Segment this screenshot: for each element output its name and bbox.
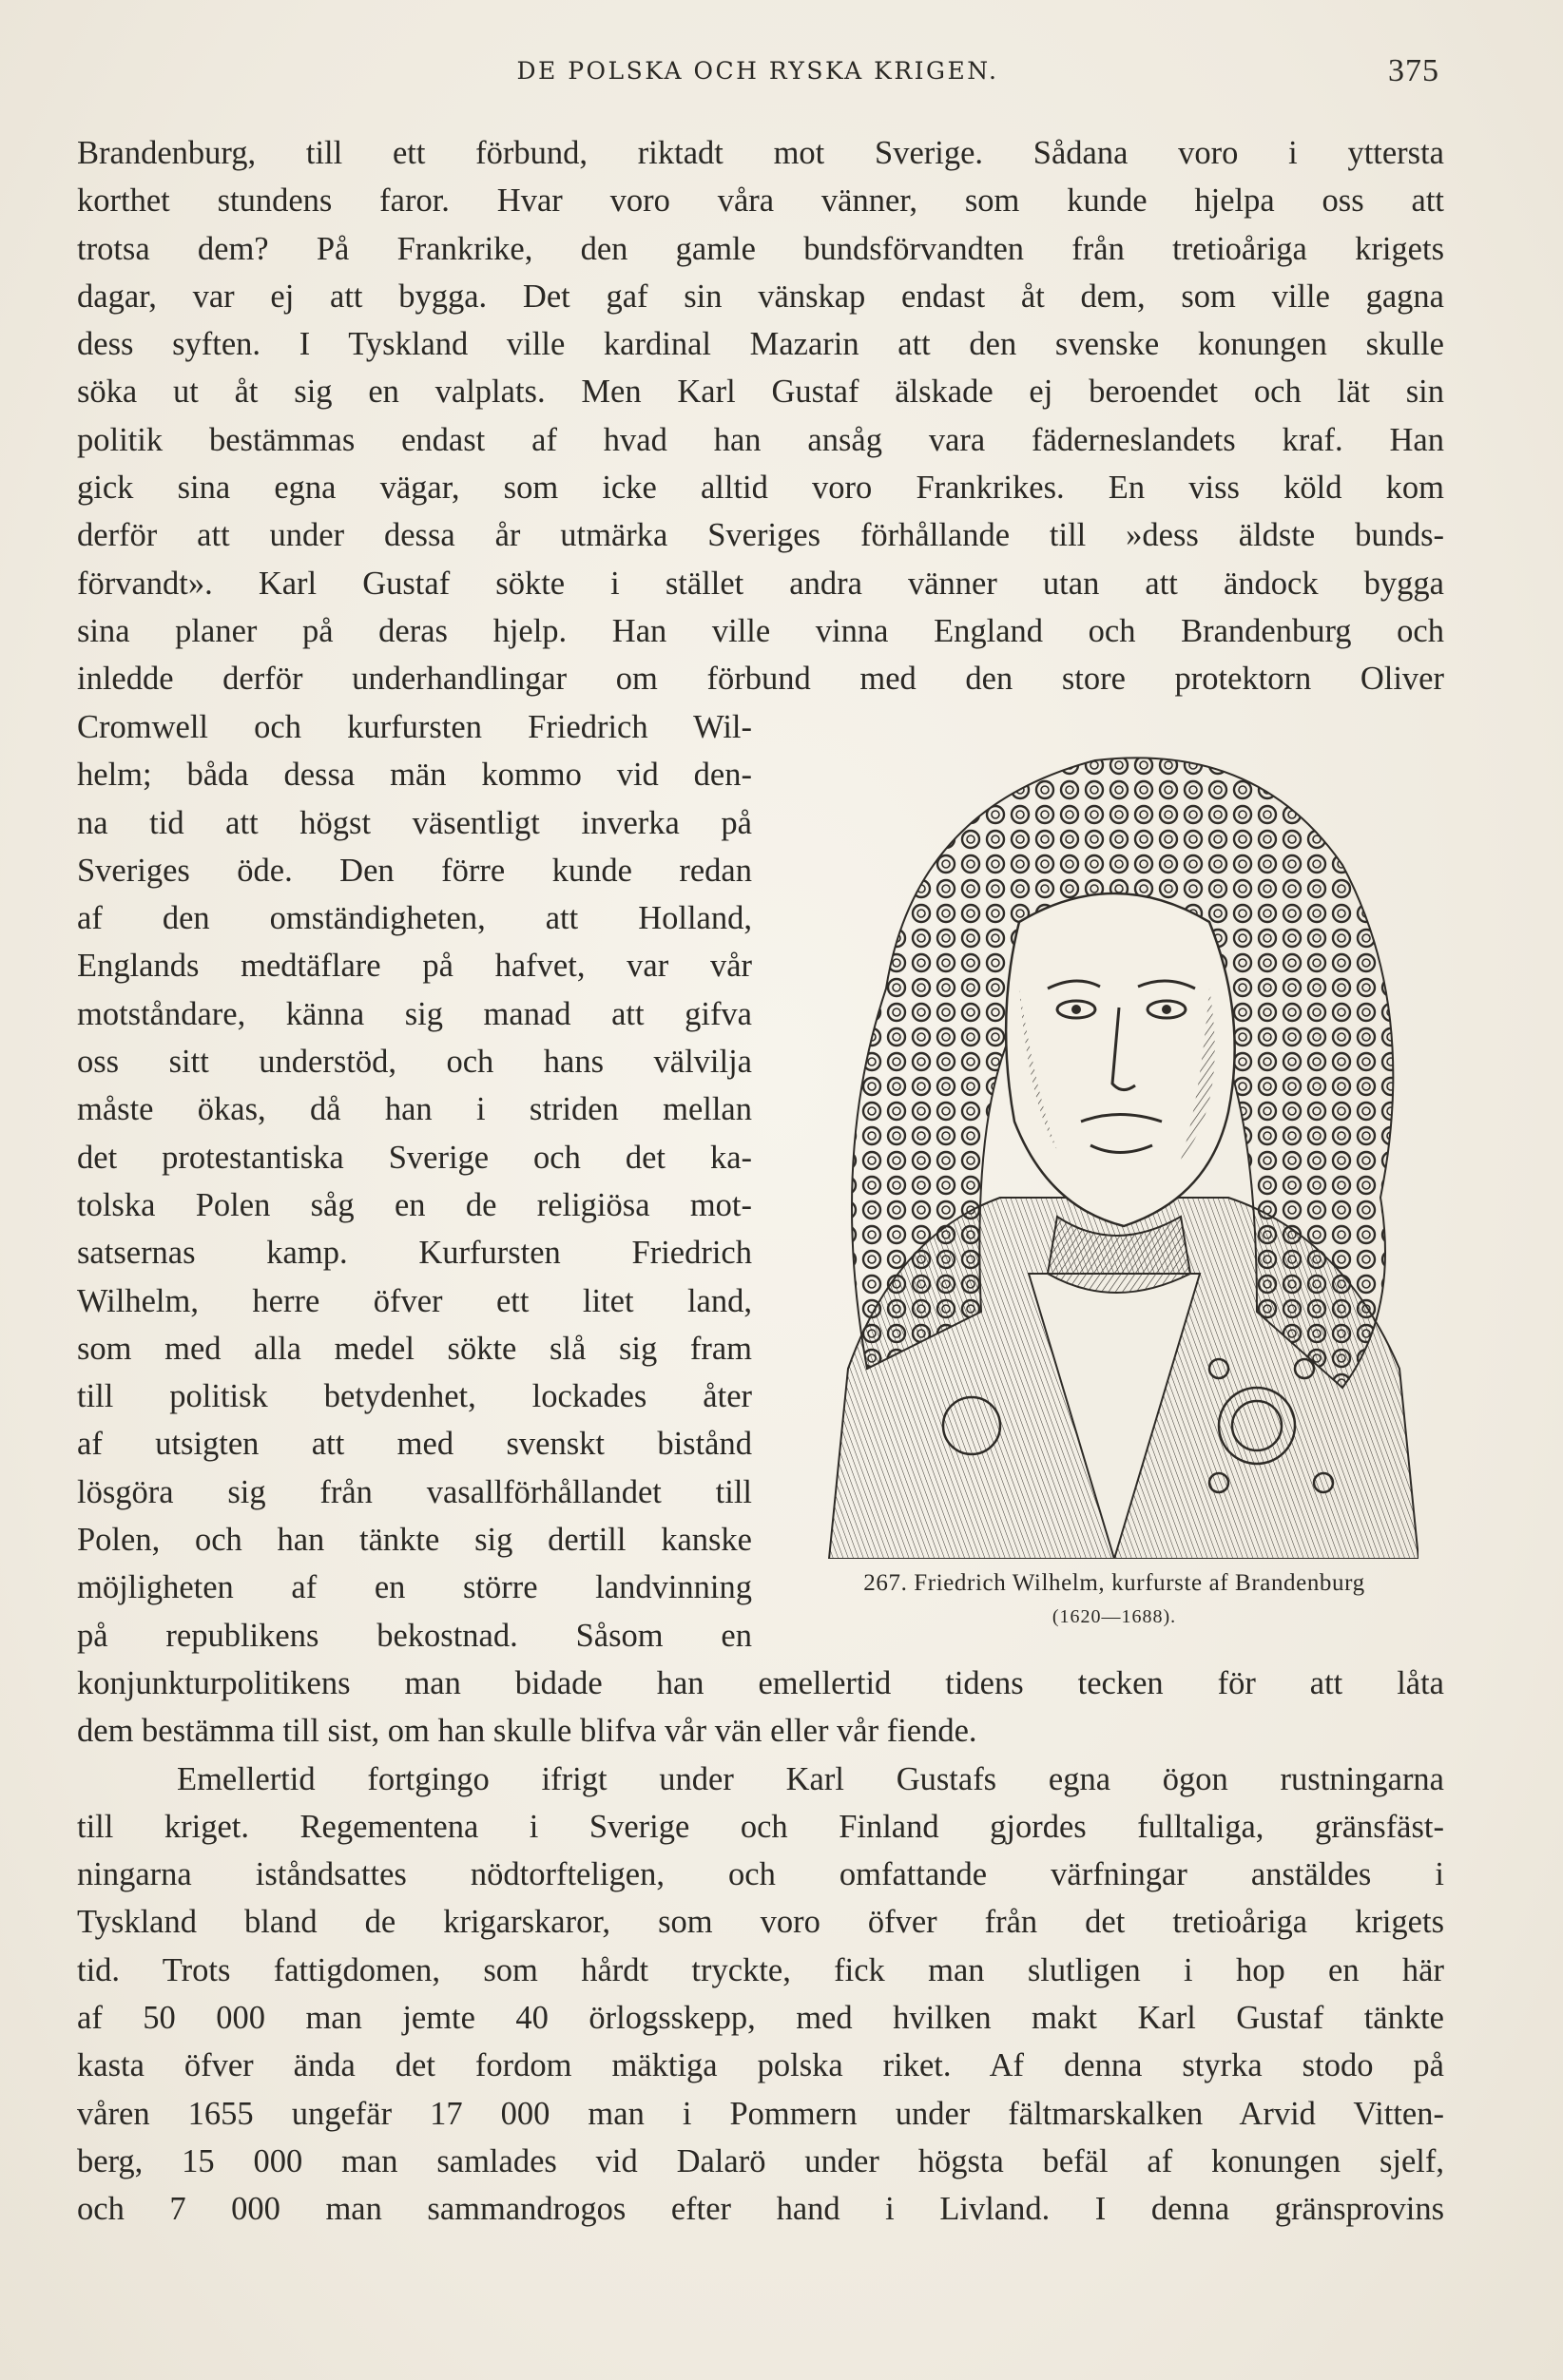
text-line: inledde derför underhandlingar om förbund med den store protektorn Oliver (77, 661, 1444, 698)
text-line: dess syften. I Tyskland ville kardinal Mazarin att den svenske konungen skulle (77, 326, 1444, 363)
text-line: dagar, var ej att bygga. Det gaf sin vänskap endast åt dem, som ville gagna (77, 278, 1444, 315)
text-line: till kriget. Regementena i Sverige och Finland gjordes fulltaliga, gränsfäst- (77, 1808, 1444, 1845)
text-line: kasta öfver ända det fordom mäktiga polska riket. Af denna styrka stodo på (77, 2047, 1444, 2084)
text-line: helm; båda dessa män kommo vid den- (77, 757, 752, 794)
text-line: Tyskland bland de krigarskaror, som voro öfver från det tretioåriga krigets (77, 1904, 1444, 1941)
figure-caption: 267. Friedrich Wilhelm, kurfurste af Brandenburg (863, 1570, 1365, 1596)
text-line: som med alla medel sökte slå sig fram (77, 1330, 752, 1367)
text-line: oss sitt understöd, och hans välvilja (77, 1044, 752, 1081)
text-line: och 7 000 man sammandrogos efter hand i Livland. I denna gränsprovins (77, 2191, 1444, 2228)
text-line: tid. Trots fattigdomen, som hårdt tryckte, fick man slutligen i hop en här (77, 1951, 1444, 1988)
running-head (76, 53, 1439, 91)
text-line: lösgöra sig från vasallförhållandet till (77, 1473, 752, 1510)
text-line: Brandenburg, till ett förbund, riktadt mot Sverige. Sådana voro i yttersta (77, 135, 1444, 171)
text-line: Emellertid fortgingo ifrigt under Karl Gustafs egna ögon rustningarna (177, 1760, 1444, 1797)
text-line: Cromwell och kurfursten Friedrich Wil- (77, 709, 752, 745)
text-line: på republikens bekostnad. Såsom en (77, 1617, 752, 1654)
page-number: 375 (1388, 53, 1439, 88)
figure-caption-dates: (1620—1688). (1052, 1606, 1177, 1627)
text-line: Englands medtäflare på hafvet, var vår (77, 948, 752, 985)
text-line: det protestantiska Sverige och det ka- (77, 1139, 752, 1176)
text-line: derför att under dessa år utmärka Sveriges förhållande till »dess äldste bunds- (77, 517, 1444, 554)
text-line: våren 1655 ungefär 17 000 man i Pommern under fältmarskalken Arvid Vitten- (77, 2095, 1444, 2132)
text-line: motståndare, känna sig manad att gifva (77, 995, 752, 1032)
text-line: Wilhelm, herre öfver ett litet land, (77, 1282, 752, 1319)
text-line: ningarna iståndsattes nödtorfteligen, och omfattande värfningar anstäldes i (77, 1856, 1444, 1893)
text-line: af utsigten att med svenskt bistånd (77, 1426, 752, 1463)
text-line: politik bestämmas endast af hvad han ansåg vara fäderneslandets kraf. Han (77, 421, 1444, 458)
text-line: möjligheten af en större landvinning (77, 1569, 752, 1606)
text-line: förvandt». Karl Gustaf sökte i stället andra vänner utan att ändock bygga (77, 565, 1444, 602)
text-line: trotsa dem? På Frankrike, den gamle bundsförvandten från tretioåriga krigets (77, 230, 1444, 267)
text-line: korthet stundens faror. Hvar voro våra vänner, som kunde hjelpa oss att (77, 182, 1444, 220)
text-line: gick sina egna vägar, som icke alltid voro Frankrikes. En viss köld kom (77, 470, 1444, 507)
text-line: konjunkturpolitikens man bidade han emellertid tidens tecken för att låta (77, 1665, 1444, 1701)
text-line: Sveriges öde. Den förre kunde redan (77, 852, 752, 889)
text-line: satsernas kamp. Kurfursten Friedrich (77, 1235, 752, 1272)
text-line: måste ökas, då han i striden mellan (77, 1091, 752, 1128)
text-line: tolska Polen såg en de religiösa mot- (77, 1186, 752, 1223)
text-line: sina planer på deras hjelp. Han ville vinna England och Brandenburg och (77, 612, 1444, 649)
running-title: DE POLSKA OCH RYSKA KRIGEN. (516, 57, 999, 85)
text-line: af den omständigheten, att Holland, (77, 900, 752, 937)
text-line: na tid att högst väsentligt inverka på (77, 804, 752, 841)
text-line: af 50 000 man jemte 40 örlogsskepp, med hvilken makt Karl Gustaf tänkte (77, 2000, 1444, 2037)
text-line: berg, 15 000 man samlades vid Dalarö under högsta befäl af konungen sjelf, (77, 2142, 1444, 2179)
paragraph-bottom (77, 1660, 1444, 2234)
text-line: söka ut åt sig en valplats. Men Karl Gustaf älskade ej beroendet och lät sin (77, 374, 1444, 411)
text-line: dem bestämma till sist, om han skulle blifva vår vän eller vår fiende. (77, 1713, 977, 1750)
text-line: Polen, och han tänkte sig dertill kanske (77, 1522, 752, 1559)
figure-portrait (772, 703, 1457, 1635)
text-line: till politisk betydenhet, lockades åter (77, 1378, 752, 1415)
paragraph-top (77, 129, 1444, 703)
paragraph-left-column (77, 703, 752, 1660)
portrait-engraving (810, 703, 1418, 1559)
